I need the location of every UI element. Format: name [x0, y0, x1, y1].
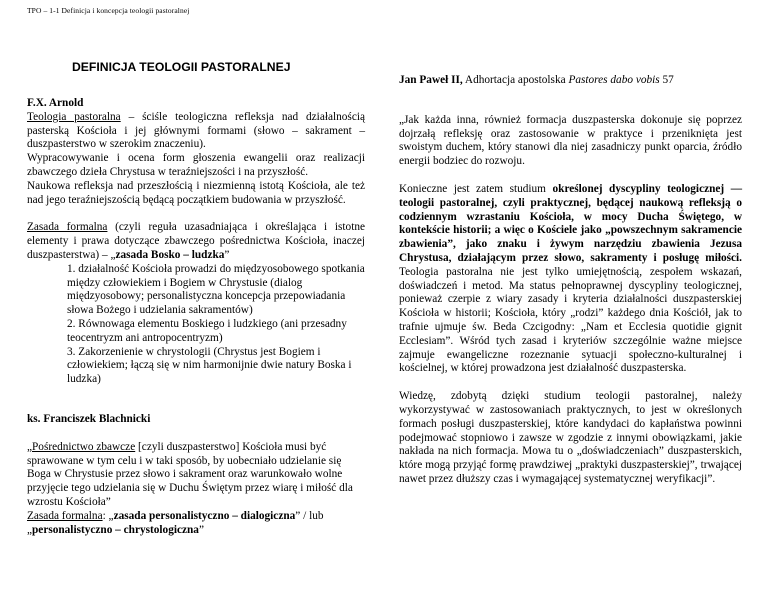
arnold-formal-principle [27, 221, 365, 262]
bl-principle-bold-1: zasada personalistyczno – dialogiczna [113, 509, 296, 522]
quote-paragraph-3: Wiedzę, zdobytą dzięki studium teologii pastoralnej, należy wykorzystywać w zastosowaniach praktycznych, to jest w określonych formach posługi duszpasterskiej, które kandydaci do kapłaństwa powinni podejmować stopniowo i zawsze w zgodzie z innymi obowiązkami, jakie nakłada na nich formacja. Mowa tu o „doświadczeniach” duszpasterskich, które mogą przyjąć formę prawdziwej „praktyki duszpasterskiej”, trwającej nawet przez dłuższy czas i wymagającej systematycznej weryfikacji”. [399, 390, 742, 485]
running-header: TPO – 1-1 Definicja i koncepcja teologii pastoralnej [27, 6, 190, 15]
author-arnold: F.X. Arnold [27, 97, 84, 109]
bl-principle-end: ” [198, 523, 204, 536]
bl-principle-term: Zasada formalna [27, 509, 103, 522]
principle-point-3: 3. Zakorzenienie w chrystologii (Chrystus jest Bogiem i człowiekiem; łączą się w nim harmonijnie dwie natury Boska i ludzka) [67, 345, 352, 386]
principle-point-1: 1. działalność Kościoła prowadzi do międzyosobowego spotkania między człowiekiem i Bogiem w Chrystusie (dialog międzyosobowy; personalistyczna koncepcja przepowiadania słowa Bożego i udzielania sakramentów) [67, 262, 365, 317]
bl-principle-bold-2: personalistyczno – chrystologiczna [32, 523, 199, 536]
arnold-line-3: Naukowa refleksja nad przeszłością i niezmienną istotą Kościoła, ale też nad jego teraźniejszością będącą początkiem budowania w przyszłość. [27, 179, 365, 206]
source-title: Pastores dabo vobis [568, 74, 660, 86]
arnold-line-2: Wypracowywanie i ocena form głoszenia ewangelii oraz realizacji zbawczego dzieła Chrystusa w teraźniejszości i na przyszłość. [27, 152, 365, 178]
para2-rest: Teologia pastoralna nie jest tylko umiejętnością, zespołem wskazań, doświadczeń i metod. Ma status pełnoprawnej dyscypliny teologicznej, ponieważ czerpie z wiary zasady i kryteria działalności duszpasterskiej Kościoła w historii; Kościoła, który „rodzi” każdego dnia Kościół, jak to trafnie ujmuje św. Beda Czcigodny: „Nam et Ecclesia quotidie gignit Ecclesiam”. Wśród tych zasad i kryteriów szczególnie ważne miejsce zajmuje ewangeliczne rozeznanie sytuacji społeczno-kulturalnej i kościelnej, w której prowadzona jest działalność duszpasterska. [399, 265, 742, 375]
definition-term: Teologia pastoralna [27, 110, 121, 123]
principle-point-2: 2. Równowaga elementu Boskiego i ludzkiego (ani przesadny teocentryzm ani antropocentryzm) [67, 317, 347, 344]
source-number: 57 [659, 74, 674, 86]
definition-text: – ściśle teologiczna refleksja nad działalnością pasterską Kościoła i jej głównymi formami (słowo – sakrament – duszpasterstwo w szerokim znaczeniu). [27, 110, 365, 151]
left-column [27, 97, 365, 537]
formal-principle-text: (czyli reguła uzasadniająca i określająca i istotne elementy i prawa dotyczące zbawczego pośrednictwa Kościoła, inaczej duszpasterstwa) – „ [27, 221, 365, 261]
para2-start: Konieczne jest zatem studium [399, 182, 553, 195]
formal-principle-end: ” [224, 248, 230, 261]
quote-term: „Pośrednictwo zbawcze [27, 440, 136, 453]
formal-principle-bold: zasada Bosko – ludzka [115, 248, 225, 261]
bl-principle-mid: ” / lub „ [27, 509, 324, 536]
quote-text: [czyli duszpasterstwo] Kościoła musi być sprawowane w tym celu i w taki sposób, by uobecniało udzielanie się Boga w Chrystusie przez słowo i sakrament oraz warunkowało wolne przyjęcie tego udzielania się w Duchu Świętym przez wiarę i miłość dla wzrostu Kościoła” [27, 440, 353, 508]
quote-paragraph-1: „Jak każda inna, również formacja duszpasterska dokonuje się poprzez dojrzałą refleksję oraz zastosowanie w praktyce i przeniknięta jest swoistym duchem, który stanowi dla niej zasadniczy punkt oparcia, źródło energii bodziec do rozwoju. [399, 113, 742, 168]
para2-bold: określonej dyscypliny teologicznej — teologii pastoralnej, czyli praktycznej, będącej naukową refleksją o codziennym wzrastaniu Kościoła, w mocy Ducha Świętego, w kontekście historii; a więc o Kościele jako „powszechnym sakramencie zbawienia”, jako znaku i żywym narzędziu zbawienia Jezusa Chrystusa, działającym przez słowo, sakramenty i posługę miłości. [399, 182, 742, 264]
source-text: Adhortacja apostolska [462, 74, 569, 86]
quote-paragraph-2 [399, 183, 742, 376]
blachnicki-formal-principle [27, 510, 365, 538]
source-author: Jan Paweł II, [399, 74, 463, 86]
author-blachnicki: ks. Franciszek Blachnicki [27, 412, 151, 425]
page-title: DEFINICJA TEOLOGII PASTORALNEJ [72, 60, 291, 74]
blachnicki-quote [27, 441, 365, 510]
arnold-definition [27, 111, 365, 152]
bl-principle-text: : „ [102, 509, 114, 522]
right-column [399, 74, 742, 487]
source-citation [399, 74, 742, 88]
formal-principle-term: Zasada formalna [27, 221, 108, 234]
